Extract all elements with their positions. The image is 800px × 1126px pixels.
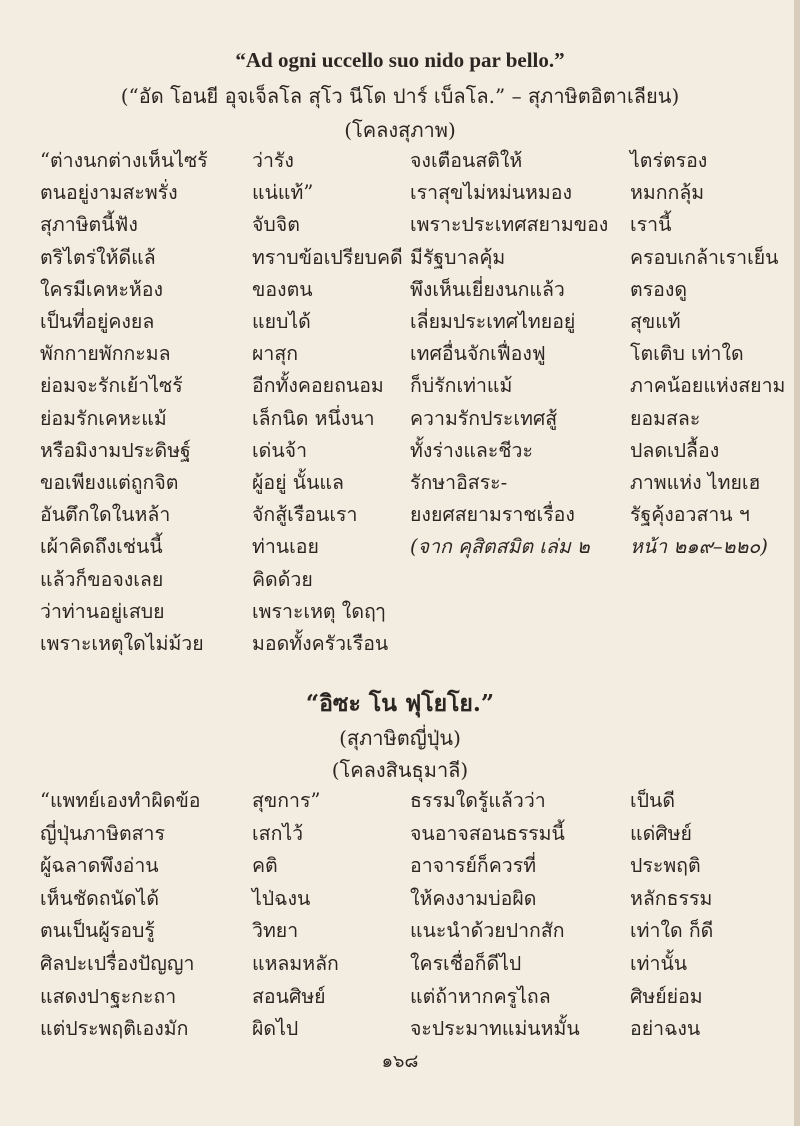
poem1-verse-segment: หมกกลุ้ม xyxy=(630,181,705,205)
poem1-verse-segment: ว่าท่านอยู่เสบย xyxy=(40,599,165,623)
poem2-verse-segment: แนะนำด้วยปากสัก xyxy=(410,919,565,943)
poem1-verse-segment: เราสุขไม่หม่นหมอง xyxy=(410,181,572,205)
poem2-verse-segment: ตนเป็นผู้รอบรู้ xyxy=(40,919,155,943)
poem1-verse-line xyxy=(0,210,800,240)
poem1-verse-segment: ความรักประเทศสู้ xyxy=(410,406,558,430)
poem2-verse-segment: แด่ศิษย์ xyxy=(630,821,692,845)
poem1-verse-segment: พักกายพักกะมล xyxy=(40,342,171,366)
poem1-verse-line xyxy=(0,565,800,595)
poem1-verse-line xyxy=(0,371,800,401)
poem1-verse-segment: ตรองดู xyxy=(630,277,688,301)
poem1-verse-segment: ตนอยู่งามสะพรั่ง xyxy=(40,181,178,205)
poem1-verse-segment: แยบได้ xyxy=(252,310,311,333)
poem1-verse-segment: (จาก คุสิตสมิต เล่ม ๒ xyxy=(410,535,590,559)
poem2-verse-line xyxy=(0,851,800,881)
poem1-verse-segment: เด่นจ้า xyxy=(252,438,308,462)
poem1-verse-segment: หน้า ๒๑๙–๒๒๐) xyxy=(630,535,768,559)
poem1-verse-segment: ผู้อยู่ นั้นแล xyxy=(252,471,344,494)
poem2-verse-segment: จนอาจสอนธรรมนี้ xyxy=(410,821,565,845)
poem1-title-thai: (“อัด โอนยี อุจเจ็ลโล สุโว นีโด ปาร์ เบ็ลโล.” – สุภาษิตอิตาเลียน) xyxy=(120,84,680,108)
poem1-verse-line xyxy=(0,404,800,434)
poem2-form: (โคลงสินธุมาลี) xyxy=(331,758,469,782)
poem1-verse-segment: โตเติบ เท่าใด xyxy=(630,342,744,366)
poem2-verse-segment: ไป่ฉงน xyxy=(252,886,311,910)
poem1-verse-segment: มีรัฐบาลคุ้ม xyxy=(410,245,506,269)
poem2-verse-segment: เห็นชัดถนัดได้ xyxy=(40,886,160,910)
poem1-verse-segment: ยอมสละ xyxy=(630,406,701,430)
poem1-verse-segment: พึงเห็นเยี่ยงนกแล้ว xyxy=(410,277,565,301)
poem2-verse-line xyxy=(0,1014,800,1044)
poem2-verse-segment: แต่ประพฤติเองมัก xyxy=(40,1017,189,1041)
poem1-verse-segment: แล้วก็ขอจงเลย xyxy=(40,567,164,591)
poem1-verse-segment: เรานี้ xyxy=(630,213,672,237)
poem1-verse-segment: หรือมิงามประดิษฐ์ xyxy=(40,438,191,462)
poem1-verse-segment: ผาสุก xyxy=(252,342,299,366)
poem2-verse-segment: ใครเชื่อก็ดีไป xyxy=(410,952,522,975)
poem1-verse-line xyxy=(0,468,800,498)
poem1-verse-segment: ภาพแห่ง ไทยเฮ xyxy=(630,471,761,494)
poem1-verse-segment: สุขแท้ xyxy=(630,310,681,333)
poem2-verse-line xyxy=(0,949,800,979)
poem1-verse-line xyxy=(0,146,800,176)
poem1-verse-segment: เพราะเหตุ ใดฤๅ xyxy=(252,599,386,623)
poem1-verse-segment: “ต่างนกต่างเห็นไซร้ xyxy=(40,149,208,172)
poem1-verse-segment: ของตน xyxy=(252,277,313,301)
poem1-verse-line xyxy=(0,243,800,273)
poem1-verse-segment: มอดทั้งครัวเรือน xyxy=(252,632,389,655)
poem2-verse-segment: ผิดไป xyxy=(252,1017,299,1041)
poem1-title-latin: “Ad ogni uccello suo nido par bello.” xyxy=(235,48,565,72)
poem1-verse-segment: ใครมีเคหะห้อง xyxy=(40,277,164,301)
poem2-verse-segment: ธรรมใดรู้แล้วว่า xyxy=(410,789,546,812)
poem1-verse-segment: คิดด้วย xyxy=(252,567,313,591)
poem2-verse-segment: อาจารย์ก็ควรที่ xyxy=(410,854,537,878)
poem1-verse-segment: ทราบข้อเปรียบคดี xyxy=(252,245,403,269)
poem1-verse-segment: รัฐคุ้งอวสาน ฯ xyxy=(630,503,750,527)
poem2-verse-segment: แสดงปาฐะกะถา xyxy=(40,984,177,1008)
poem1-verse-segment: เทศอื่นจักเฟื่องฟู xyxy=(410,342,546,366)
poem2-verse-segment: แต่ถ้าหากครูไถล xyxy=(410,984,551,1008)
poem2-verse-segment: สอนศิษย์ xyxy=(252,984,326,1008)
poem2-verse-segment: คติ xyxy=(252,854,278,878)
poem2-verse-segment: เท่านั้น xyxy=(630,952,688,975)
poem1-verse-segment: จับจิต xyxy=(252,213,300,237)
poem1-verse-line xyxy=(0,436,800,466)
poem2-verse-segment: เสกไว้ xyxy=(252,821,304,845)
poem1-verse-segment: รักษาอิสระ- xyxy=(410,471,508,494)
poem2-verse-line xyxy=(0,819,800,849)
poem1-verse-line xyxy=(0,307,800,337)
poem1-verse-segment: ท่านเอย xyxy=(252,535,319,559)
page-number: ๑๖๘ xyxy=(381,1051,419,1072)
poem1-verse-segment: จงเตือนสติให้ xyxy=(410,149,523,172)
poem1-verse-segment: แน่แท้” xyxy=(252,181,314,205)
poem2-verse-line xyxy=(0,982,800,1012)
poem1-verse-line xyxy=(0,275,800,305)
poem2-title: “อิซะ โน ฟุโยโย.” xyxy=(305,690,495,717)
poem2-verse-line xyxy=(0,916,800,946)
poem1-form: (โคลงสุภาพ) xyxy=(344,118,456,142)
poem2-verse-segment: ศิษย์ย่อม xyxy=(630,984,703,1008)
poem2-verse-segment: เท่าใด ก็ดี xyxy=(630,919,714,943)
poem1-verse-line xyxy=(0,339,800,369)
poem2-verse-segment: ให้คงงามบ่อผิด xyxy=(410,886,537,910)
poem1-verse-segment: ขอเพียงแต่ถูกจิต xyxy=(40,471,179,494)
poem1-verse-line xyxy=(0,629,800,659)
poem1-verse-segment: อีกทั้งคอยถนอม xyxy=(252,374,384,398)
poem2-verse-segment: “แพทย์เองทำผิดข้อ xyxy=(40,789,201,812)
poem1-verse-line xyxy=(0,178,800,208)
poem2-verse-segment: อย่าฉงน xyxy=(630,1017,701,1041)
poem2-verse-segment: ประพฤติ xyxy=(630,854,701,878)
poem2-verse-segment: หลักธรรม xyxy=(630,886,713,910)
page-edge xyxy=(794,0,800,1126)
poem1-verse-segment: เล็กนิด หนึ่งนา xyxy=(252,406,375,430)
poem1-verse-segment: ครอบเกล้าเราเย็น xyxy=(630,245,779,269)
poem1-verse-segment: ทั้งร่างและชีวะ xyxy=(410,438,533,462)
poem2-verse-segment: ผู้ฉลาดพึงอ่าน xyxy=(40,854,159,878)
poem1-verse-line xyxy=(0,597,800,627)
poem1-verse-segment: สุภาษิตนี้ฟัง xyxy=(40,213,138,237)
poem2-verse-segment: เป็นดี xyxy=(630,789,676,812)
poem2-verse-segment: จะประมาทแม่นหมั้น xyxy=(410,1017,580,1041)
poem1-verse-segment: ไตร่ตรอง xyxy=(630,149,708,172)
poem1-verse-segment: เป็นที่อยู่คงยล xyxy=(40,310,155,333)
poem2-verse-segment: แหลมหลัก xyxy=(252,952,339,975)
poem1-verse-segment: อันตึกใดในหล้า xyxy=(40,503,171,527)
poem2-verse-line xyxy=(0,786,800,816)
poem1-verse-segment: ปลดเปลื้อง xyxy=(630,438,720,462)
poem1-verse-segment: จักสู้เรือนเรา xyxy=(252,503,358,527)
poem1-verse-segment: ภาคน้อยแห่งสยาม xyxy=(630,374,786,398)
poem1-verse-segment: เพราะประเทศสยามของ xyxy=(410,213,609,237)
poem1-verse-segment: ยงยศสยามราชเรื่อง xyxy=(410,503,575,527)
poem1-verse-segment: เพราะเหตุใดไม่ม้วย xyxy=(40,632,204,655)
poem1-verse-line xyxy=(0,532,800,562)
poem1-verse-segment: ว่ารัง xyxy=(252,149,294,172)
poem1-verse-segment: ย่อมรักเคหะแม้ xyxy=(40,406,167,430)
poem1-verse-line xyxy=(0,500,800,530)
poem2-verse-segment: ญี่ปุ่นภาษิตสาร xyxy=(40,821,165,845)
poem1-verse-segment: ตริไตร่ให้ดีแล้ xyxy=(40,245,156,269)
poem2-verse-line xyxy=(0,884,800,914)
poem2-subtitle: (สุภาษิตญี่ปุ่น) xyxy=(339,726,461,750)
poem1-verse-segment: ย่อมจะรักเย้าไซร้ xyxy=(40,374,183,398)
poem1-verse-segment: ก็บ่รักเท่าแม้ xyxy=(410,374,513,398)
poem1-verse-segment: เลี่ยมประเทศไทยอยู่ xyxy=(410,310,576,333)
poem1-verse-segment: เผ้าคิดถึงเช่นนี้ xyxy=(40,535,163,559)
poem2-verse-segment: ศิลปะเปรื่องปัญญา xyxy=(40,952,195,975)
poem2-verse-segment: วิทยา xyxy=(252,919,299,943)
poem2-verse-segment: สุขการ” xyxy=(252,789,321,812)
